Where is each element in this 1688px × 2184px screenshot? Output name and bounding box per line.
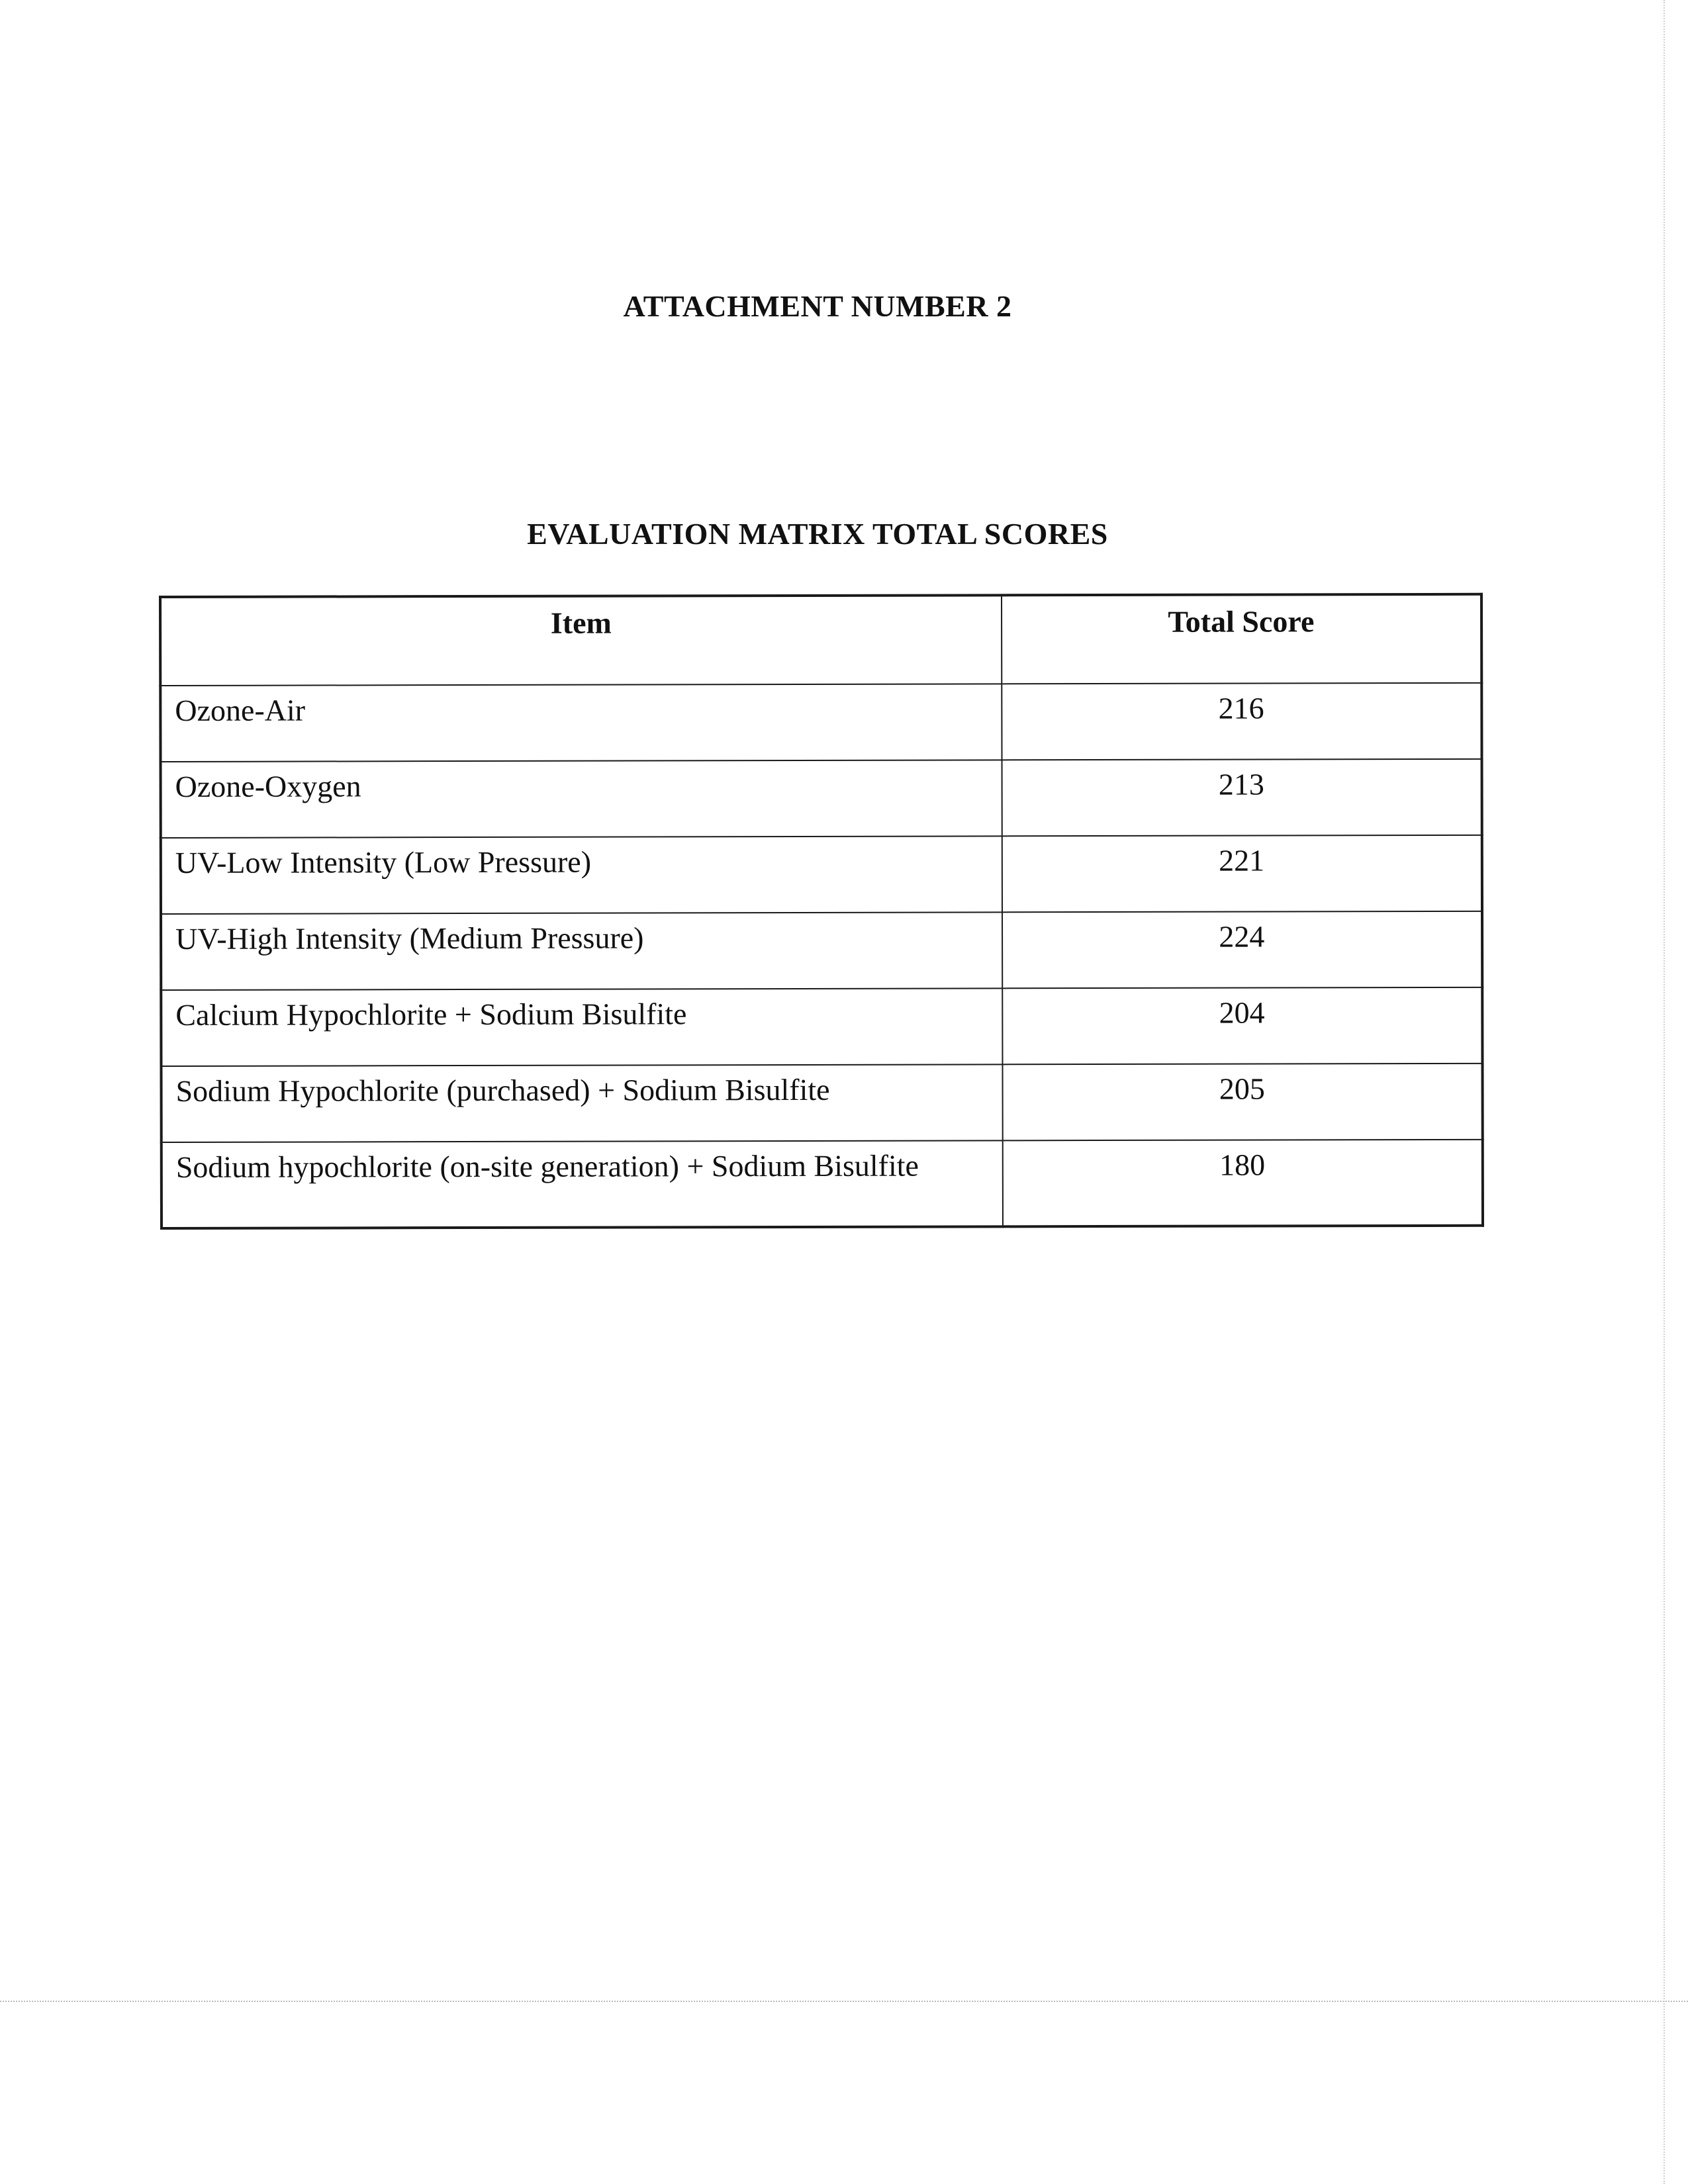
table-header-row	[160, 594, 1481, 686]
table-row	[160, 683, 1481, 762]
scan-edge-marks	[1664, 0, 1665, 2184]
table-row	[161, 759, 1482, 838]
row-score: 213	[1002, 759, 1482, 837]
table-row	[161, 987, 1482, 1066]
row-score: 204	[1002, 987, 1483, 1065]
row-item: Ozone-Air	[160, 684, 1002, 762]
table-row	[162, 1140, 1483, 1228]
table-row	[161, 911, 1482, 990]
row-score: 205	[1002, 1064, 1483, 1141]
table-row	[161, 1064, 1482, 1142]
evaluation-matrix-table	[159, 593, 1484, 1230]
row-score: 180	[1002, 1140, 1483, 1227]
row-item: UV-Low Intensity (Low Pressure)	[161, 836, 1002, 914]
attachment-title: ATTACHMENT NUMBER 2	[623, 289, 1012, 323]
header-item: Item	[160, 595, 1002, 686]
row-score: 224	[1002, 911, 1483, 989]
row-score: 216	[1002, 683, 1482, 760]
row-item: Sodium Hypochlorite (purchased) + Sodium Bisulfite	[161, 1064, 1002, 1142]
table-row	[161, 835, 1482, 914]
row-item: Sodium hypochlorite (on-site generation) + Sodium Bisulfite	[162, 1140, 1003, 1228]
row-item: Calcium Hypochlorite + Sodium Bisulfite	[161, 988, 1002, 1066]
matrix-title: EVALUATION MATRIX TOTAL SCORES	[527, 517, 1108, 551]
header-total-score: Total Score	[1002, 594, 1482, 684]
row-score: 221	[1002, 835, 1482, 913]
scan-artifact-line	[0, 2001, 1688, 2002]
row-item: UV-High Intensity (Medium Pressure)	[161, 912, 1002, 990]
row-item: Ozone-Oxygen	[161, 760, 1002, 838]
